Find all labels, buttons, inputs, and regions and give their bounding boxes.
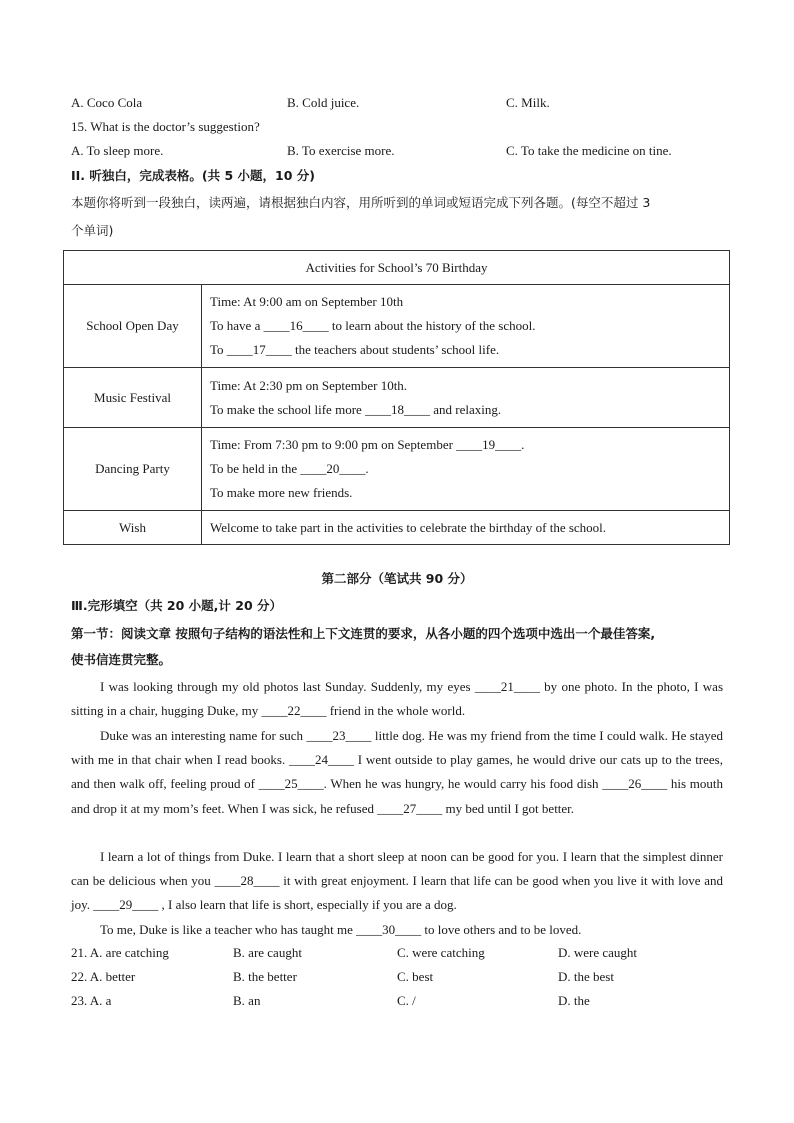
content-line: To make the school life more ____18____ and relaxing. [210, 401, 502, 417]
table-row [64, 368, 730, 428]
passage-paragraph-2: Duke was an interesting name for such ____23____ little dog. He was my friend from the time I could walk. He stayed with me in that chair when I read books. ____24____ I went outside to play games, he would drive our cats up to the trees, and then walk off, feeling proud of ____25____. When he was hungry, he would carry his food dish ____26____ his mouth and drop it at my mom’s feet. When I was sick, he refused ____27____ my bed until I got better. [71, 728, 723, 816]
q21-option-a: 21. A. are catching [71, 945, 169, 960]
row-content [202, 285, 730, 368]
table-row [64, 511, 730, 545]
content-line: To be held in the ____20____. [210, 461, 369, 476]
passage-paragraph-1: I was looking through my old photos last Sunday. Suddenly, my eyes ____21____ by one photo. In the photo, I was sitting in a chair, hugging Duke, my ____22____ friend in the whole world. [71, 679, 723, 719]
row-label-school-open-day: School Open Day [64, 285, 202, 368]
q15-question: 15. What is the doctor’s suggestion? [71, 119, 260, 134]
table-row [64, 428, 730, 511]
table-row [64, 285, 730, 368]
part2-title: 第二部分（笔试共 90 分） [321, 571, 473, 586]
q14-option-a: A. Coco Cola [71, 95, 143, 110]
activities-table [63, 250, 730, 545]
q15-option-c: C. To take the medicine on tine. [506, 143, 672, 158]
q14-option-c: C. Milk. [506, 95, 550, 110]
q23-option-a: 23. A. a [71, 993, 112, 1008]
row-content [202, 428, 730, 511]
section2-heading: II. 听独白，完成表格。(共 5 小题，10 分) [71, 168, 315, 183]
q21-option-b: B. are caught [233, 945, 302, 960]
row-content [202, 511, 730, 545]
passage-paragraph-4: To me, Duke is like a teacher who has taught me ____30____ to love others and to be loved. [100, 922, 582, 937]
row-content [202, 368, 730, 428]
q23-option-c: C. / [397, 993, 416, 1008]
subsection-instruction-line2: 使书信连贯完整。 [71, 652, 172, 667]
row-label-wish: Wish [64, 511, 202, 545]
q23-option-d: D. the [558, 993, 590, 1008]
content-line: Time: At 2:30 pm on September 10th. [210, 377, 408, 393]
content-line: To ____17____ the teachers about students’ school life. [210, 342, 500, 357]
content-line: Time: At 9:00 am on September 10th [210, 294, 404, 309]
q15-option-b: B. To exercise more. [287, 143, 395, 158]
subsection-instruction-line1: 第一节：阅读文章 按照句子结构的语法性和上下文连贯的要求，从各小题的四个选项中选出一个最佳答案, [71, 626, 656, 641]
content-line: To have a ____16____ to learn about the history of the school. [210, 318, 536, 333]
table-title: Activities for School’s 70 Birthday [64, 251, 730, 285]
section3-heading: Ⅲ.完形填空（共 20 小题,计 20 分） [71, 598, 283, 613]
content-line: To make more new friends. [210, 485, 353, 500]
table-title-row [64, 251, 730, 285]
q22-option-c: C. best [397, 969, 434, 984]
q22-option-a: 22. A. better [71, 969, 136, 984]
row-label-dancing-party: Dancing Party [64, 428, 202, 511]
section2-instruction-line1: 本题你将听到一段独白，读两遍，请根据独白内容，用所听到的单词或短语完成下列各题。(每空不超过 3 [71, 195, 651, 210]
q23-option-b: B. an [233, 993, 261, 1008]
q21-option-d: D. were caught [558, 945, 638, 960]
passage-paragraph-3: I learn a lot of things from Duke. I learn that a short sleep at noon can be good for you. I learn that the simplest dinner can be delicious when you ____28____ it with great enjoyment. I learn that life can be good when you live it with love and joy. ____29____ , I also learn that life is short, especially if you are a dog. [71, 849, 723, 913]
row-label-music-festival: Music Festival [64, 368, 202, 428]
q21-option-c: C. were catching [397, 945, 485, 960]
content-line: Time: From 7:30 pm to 9:00 pm on September ____19____. [210, 437, 525, 452]
q15-option-a: A. To sleep more. [71, 143, 164, 158]
q22-option-d: D. the best [558, 969, 614, 984]
q22-option-b: B. the better [233, 969, 297, 984]
section2-instruction-line2: 个单词) [71, 223, 114, 238]
content-line: Welcome to take part in the activities to celebrate the birthday of the school. [210, 519, 607, 535]
q14-option-b: B. Cold juice. [287, 95, 360, 110]
